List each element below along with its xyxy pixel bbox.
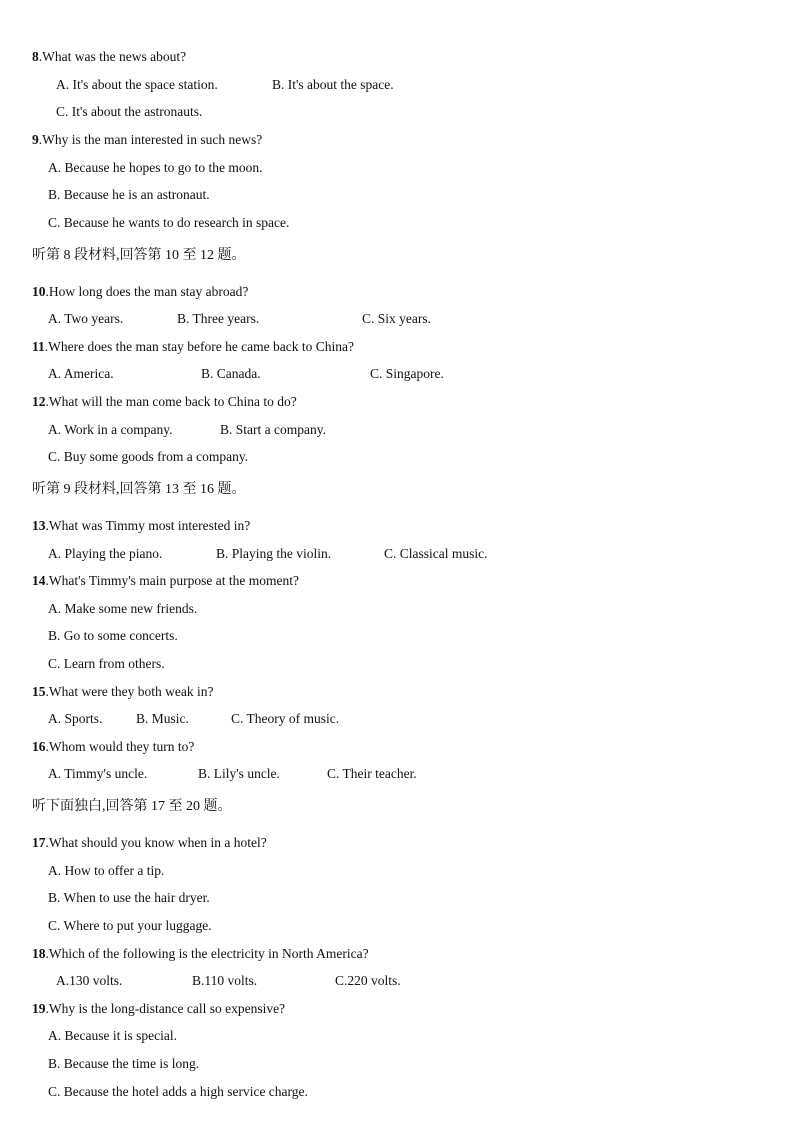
question-number: 14 <box>32 573 46 588</box>
question-11 <box>32 339 354 355</box>
option-10-b: B. Three years. <box>177 311 260 326</box>
option-18-a: A.130 volts. <box>56 973 123 988</box>
question-text: .Which of the following is the electricity in North America? <box>45 946 369 961</box>
question-number: 8 <box>32 49 39 64</box>
option-13-a: A. Playing the piano. <box>48 546 163 561</box>
option-8-b: B. It's about the space. <box>272 77 394 92</box>
question-number: 18 <box>32 946 46 961</box>
question-text: .What should you know when in a hotel? <box>45 835 267 850</box>
question-text: .What will the man come back to China to do? <box>45 394 297 409</box>
question-text: .How long does the man stay abroad? <box>45 284 249 299</box>
option-15-a: A. Sports. <box>48 711 103 726</box>
option-14-b: B. Go to some concerts. <box>48 628 178 643</box>
question-19 <box>32 1001 285 1017</box>
question-text: .Whom would they turn to? <box>45 739 195 754</box>
question-text: .Why is the long-distance call so expensive? <box>45 1001 286 1016</box>
question-text: .Why is the man interested in such news? <box>38 132 263 147</box>
option-8-a: A. It's about the space station. <box>56 77 218 92</box>
option-9-a: A. Because he hopes to go to the moon. <box>48 160 263 175</box>
option-10-c: C. Six years. <box>362 311 431 326</box>
option-14-c: C. Learn from others. <box>48 656 165 671</box>
question-number: 9 <box>32 132 39 147</box>
question-17 <box>32 835 267 851</box>
question-number: 12 <box>32 394 46 409</box>
option-13-b: B. Playing the violin. <box>216 546 332 561</box>
option-11-c: C. Singapore. <box>370 366 444 381</box>
option-9-b: B. Because he is an astronaut. <box>48 187 210 202</box>
question-9 <box>32 132 262 148</box>
option-19-a: A. Because it is special. <box>48 1028 177 1043</box>
question-text: .What was Timmy most interested in? <box>45 518 251 533</box>
question-15 <box>32 684 213 700</box>
option-8-c: C. It's about the astronauts. <box>56 104 203 119</box>
question-number: 19 <box>32 1001 46 1016</box>
option-9-c: C. Because he wants to do research in space. <box>48 215 290 230</box>
option-18-c: C.220 volts. <box>335 973 401 988</box>
option-16-c: C. Their teacher. <box>327 766 417 781</box>
option-15-c: C. Theory of music. <box>231 711 340 726</box>
question-12 <box>32 394 297 410</box>
option-11-a: A. America. <box>48 366 114 381</box>
option-10-a: A. Two years. <box>48 311 124 326</box>
section-heading-8: 听第 8 段材料,回答第 10 至 12 题。 <box>32 248 246 263</box>
option-12-a: A. Work in a company. <box>48 422 173 437</box>
question-18 <box>32 946 369 962</box>
option-19-b: B. Because the time is long. <box>48 1056 200 1071</box>
section-heading-monologue: 听下面独白,回答第 17 至 20 题。 <box>32 799 232 814</box>
option-12-b: B. Start a company. <box>220 422 326 437</box>
option-14-a: A. Make some new friends. <box>48 601 198 616</box>
question-16 <box>32 739 194 755</box>
question-number: 17 <box>32 835 46 850</box>
question-text: .What was the news about? <box>38 49 187 64</box>
question-number: 13 <box>32 518 46 533</box>
question-number: 11 <box>32 339 45 354</box>
question-10 <box>32 284 248 300</box>
question-text: .What were they both weak in? <box>45 684 214 699</box>
option-16-b: B. Lily's uncle. <box>198 766 280 781</box>
option-18-b: B.110 volts. <box>192 973 258 988</box>
question-13 <box>32 518 250 534</box>
option-17-a: A. How to offer a tip. <box>48 863 165 878</box>
question-text: .Where does the man stay before he came back to China? <box>44 339 355 354</box>
question-number: 16 <box>32 739 46 754</box>
option-11-b: B. Canada. <box>201 366 261 381</box>
question-text: .What's Timmy's main purpose at the moment? <box>45 573 299 588</box>
question-14 <box>32 573 299 589</box>
option-17-b: B. When to use the hair dryer. <box>48 890 210 905</box>
option-17-c: C. Where to put your luggage. <box>48 918 212 933</box>
question-number: 10 <box>32 284 46 299</box>
option-15-b: B. Music. <box>136 711 189 726</box>
option-13-c: C. Classical music. <box>384 546 488 561</box>
option-19-c: C. Because the hotel adds a high service charge. <box>48 1084 308 1099</box>
option-12-c: C. Buy some goods from a company. <box>48 449 249 464</box>
question-8 <box>32 49 186 65</box>
question-number: 15 <box>32 684 46 699</box>
section-heading-9: 听第 9 段材料,回答第 13 至 16 题。 <box>32 482 246 497</box>
option-16-a: A. Timmy's uncle. <box>48 766 148 781</box>
